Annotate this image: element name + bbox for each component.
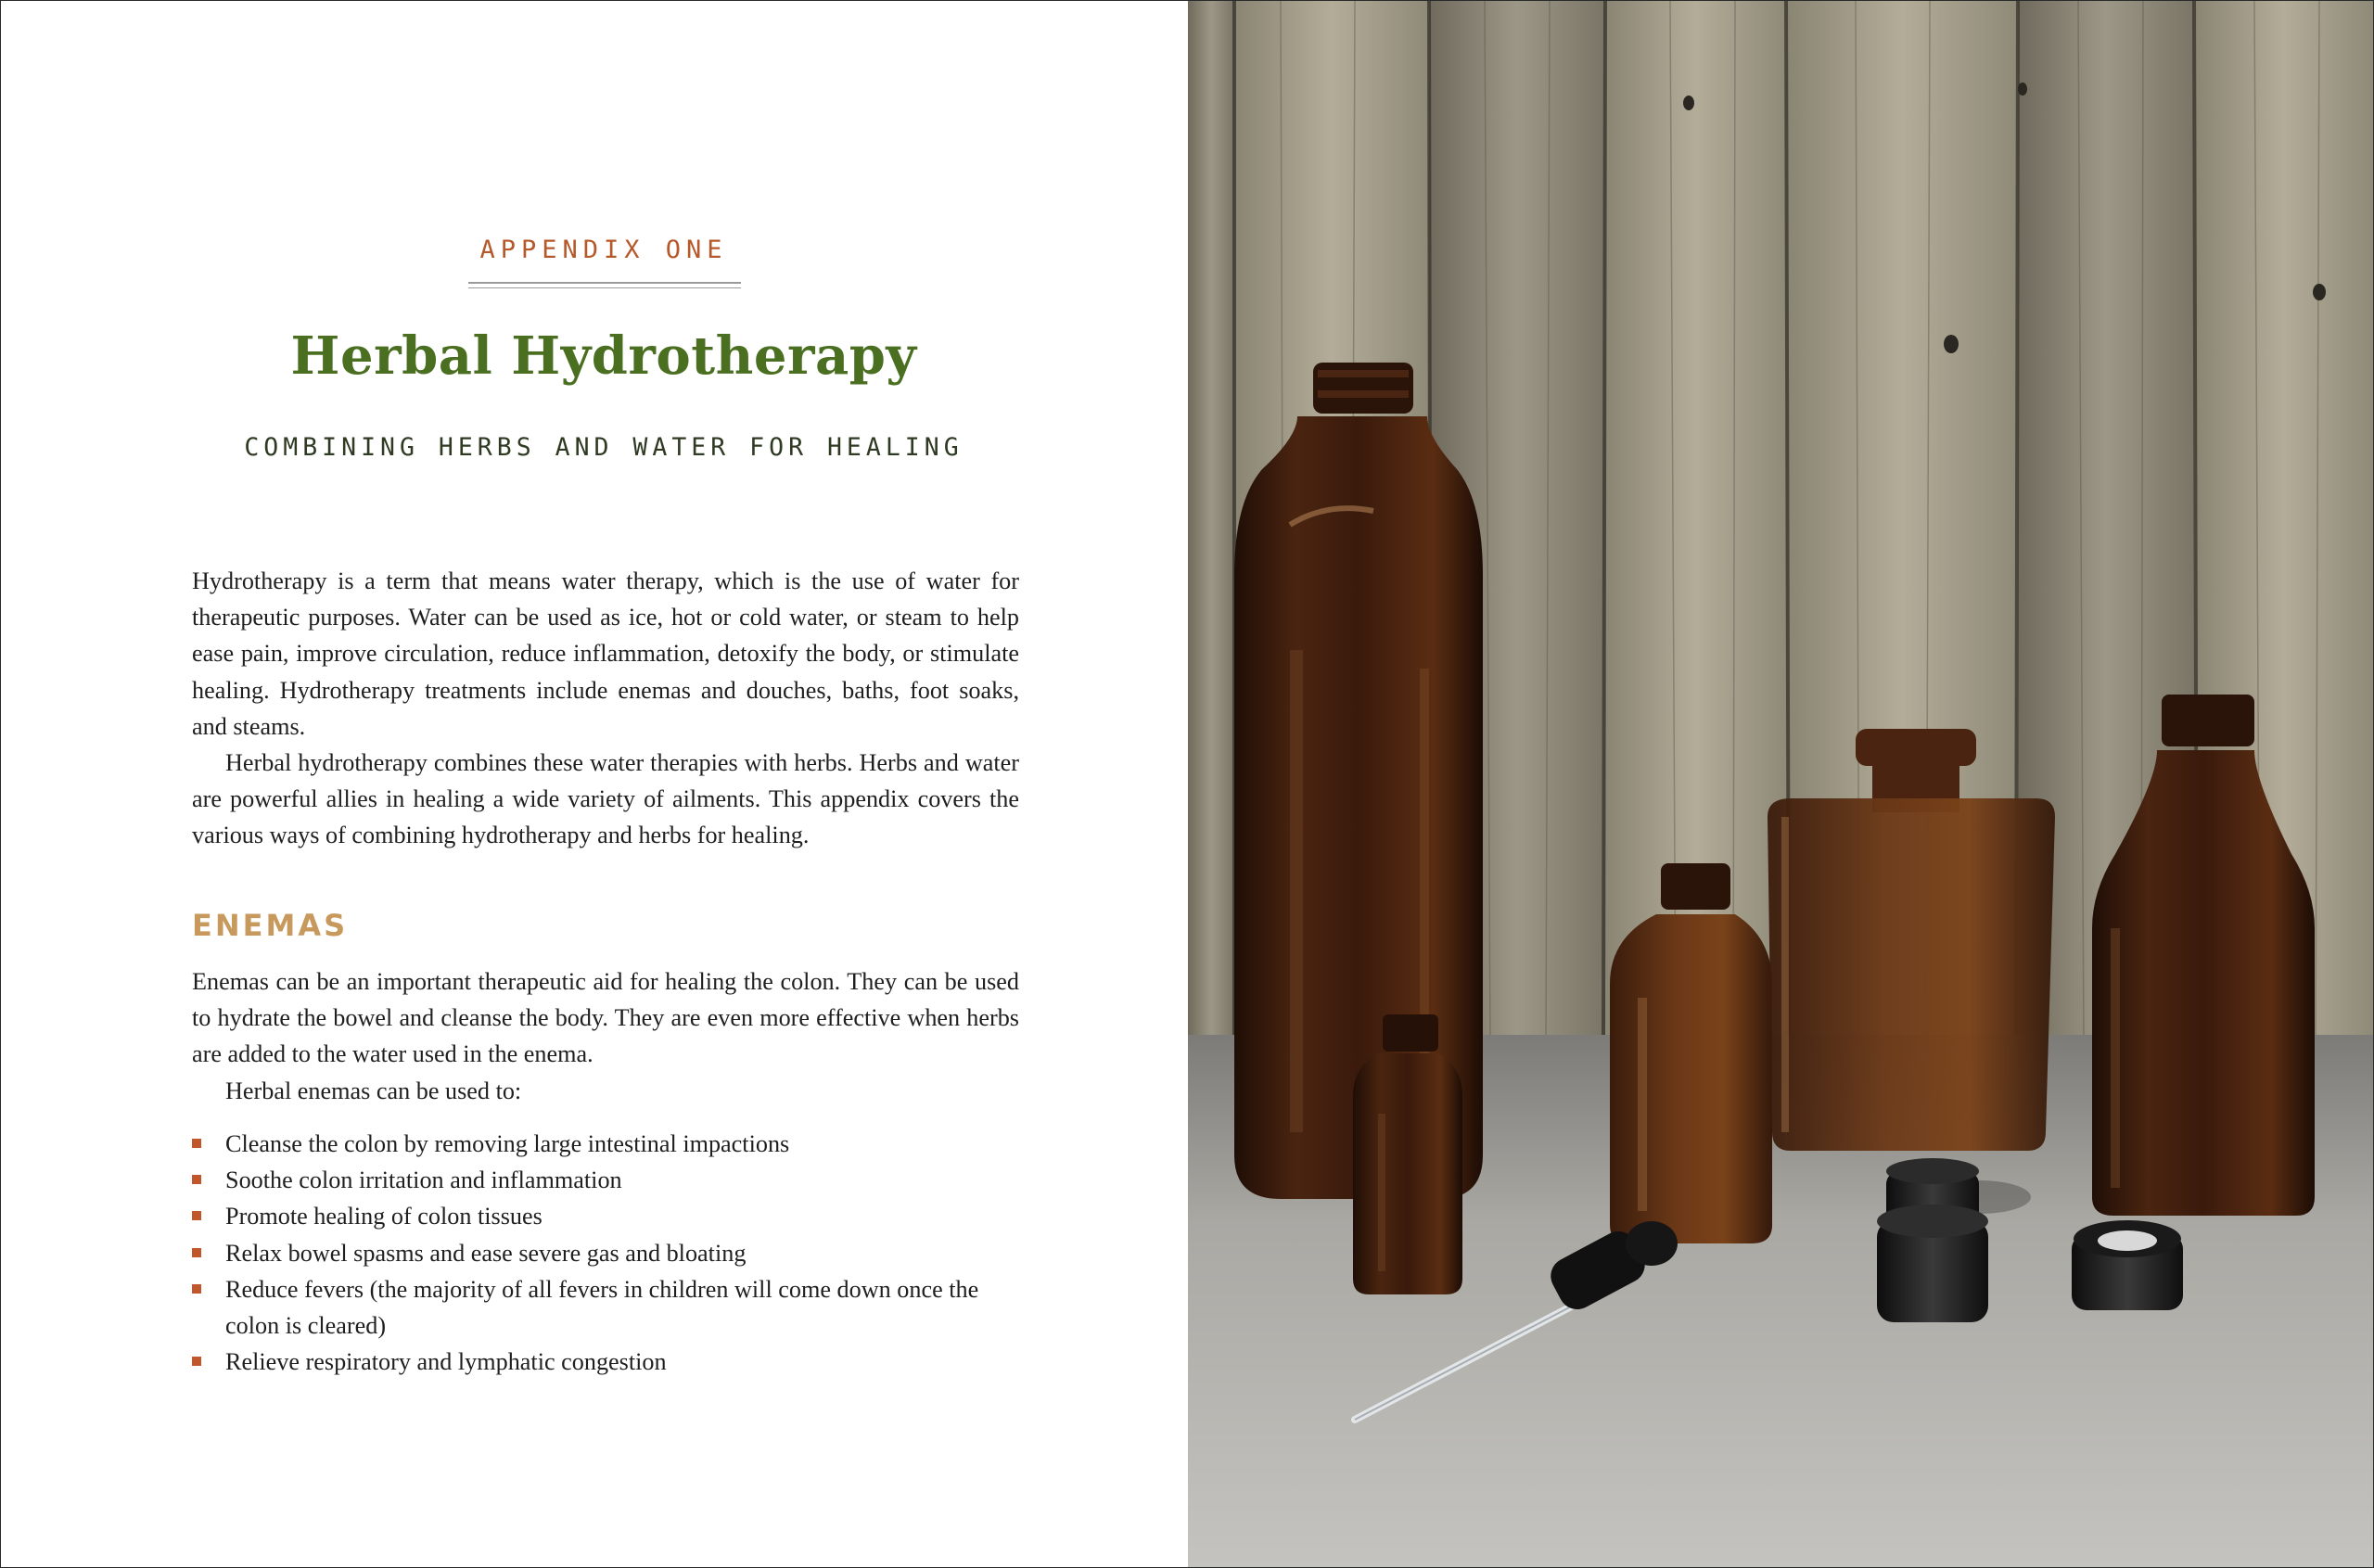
list-item-text: Relax bowel spasms and ease severe gas and bloating (225, 1239, 747, 1267)
list-item (192, 1344, 1019, 1380)
square-bullet-icon (192, 1248, 201, 1257)
bottles-photo (1188, 1, 2373, 1567)
appendix-label: APPENDIX ONE (479, 236, 728, 264)
enemas-text (192, 963, 1019, 1109)
intro-paragraph: Herbal hydrotherapy combines these water therapies with herbs. Herbs and water are powerful allies in healing a wide variety of ailments. This appendix covers the various ways of combining hydrotherapy and herbs for healing. (192, 749, 1019, 849)
list-item (192, 1198, 1019, 1234)
text-page (1, 1, 1188, 1567)
list-item-text: Reduce fevers (the majority of all fevers in children will come down once the colon is cleared) (225, 1275, 979, 1340)
list-item-text: Soothe colon irritation and inflammation (225, 1166, 622, 1194)
list-item-text: Cleanse the colon by removing large intestinal impactions (225, 1130, 790, 1157)
list-item (192, 1162, 1019, 1198)
list-item (192, 1126, 1019, 1162)
square-bullet-icon (192, 1357, 201, 1366)
enemas-paragraph: Enemas can be an important therapeutic aid for healing the colon. They can be used to hydrate the bowel and cleanse the body. They are even more effective when herbs are added to the water used in the enema. (192, 968, 1019, 1068)
kicker-underline (468, 282, 741, 284)
chapter-subtitle: COMBINING HERBS AND WATER FOR HEALING (244, 433, 964, 462)
list-item (192, 1235, 1019, 1271)
kicker-underline-second (468, 287, 741, 288)
square-bullet-icon (192, 1139, 201, 1148)
enemas-lead-in: Herbal enemas can be used to: (225, 1077, 522, 1104)
chapter-title: Herbal Hydrotherapy (290, 325, 917, 387)
enema-uses-list (192, 1126, 1019, 1380)
section-heading-enemas: ENEMAS (192, 908, 349, 943)
square-bullet-icon (192, 1211, 201, 1220)
square-bullet-icon (192, 1284, 201, 1294)
square-bullet-icon (192, 1175, 201, 1184)
list-item-text: Relieve respiratory and lymphatic congestion (225, 1348, 667, 1376)
intro-text (192, 563, 1019, 854)
intro-paragraph: Hydrotherapy is a term that means water therapy, which is the use of water for therapeutic purposes. Water can be used as ice, hot or cold water, or steam to help ease pain, improve circulation, reduce inflammation, detoxify the body, or stimulate healing. Hydrotherapy treatments include enemas and douches, baths, foot soaks, and steams. (192, 567, 1019, 740)
list-item (192, 1271, 1019, 1344)
list-item-text: Promote healing of colon tissues (225, 1203, 542, 1230)
